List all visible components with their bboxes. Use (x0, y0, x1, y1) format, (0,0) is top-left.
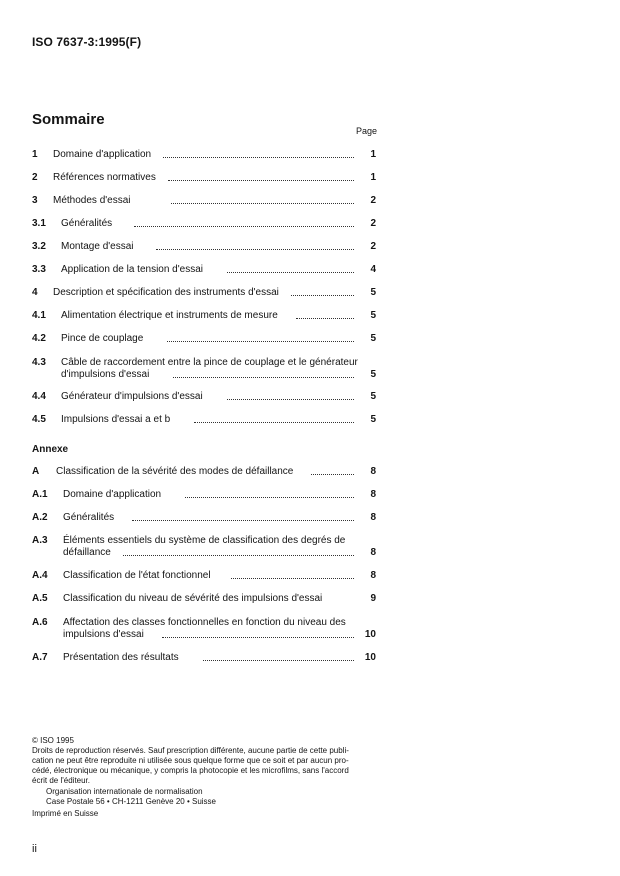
toc-entry-label: Présentation des résultats (63, 652, 179, 663)
toc-entry-label-line1: Affectation des classes fonctionnelles en fonction du niveau des (63, 617, 346, 628)
toc-entry-number: 4.4 (32, 391, 46, 402)
toc-entry[interactable] (32, 357, 376, 381)
document-id: ISO 7637-3:1995(F) (32, 35, 142, 49)
toc-entry[interactable] (32, 149, 376, 161)
dot-leader (163, 157, 354, 158)
toc-entry-label: Description et spécification des instruments d'essai (53, 287, 279, 298)
toc-entry-page: 1 (370, 172, 376, 183)
toc-entry-number: A.1 (32, 489, 48, 500)
toc-entry[interactable] (32, 218, 376, 230)
toc-entry-number: 4.1 (32, 310, 46, 321)
dot-leader (123, 555, 354, 556)
toc-entry[interactable] (32, 241, 376, 253)
toc-entry-page: 5 (370, 369, 376, 380)
toc-entry-number: 4.5 (32, 414, 46, 425)
toc-entry[interactable] (32, 333, 376, 345)
toc-entry-number: A.3 (32, 535, 48, 546)
toc-entry-page: 8 (370, 547, 376, 558)
toc-entry[interactable] (32, 172, 376, 184)
toc-entry-label: Montage d'essai (61, 241, 134, 252)
toc-entry[interactable] (32, 310, 376, 322)
organisation-address: Case Postale 56 • CH-1211 Genève 20 • Suisse (46, 797, 216, 806)
annex-toc-entry[interactable] (32, 466, 376, 478)
dot-leader (162, 637, 354, 638)
toc-entry-page: 5 (370, 333, 376, 344)
toc-entry-page: 8 (370, 512, 376, 523)
toc-entry-label: Impulsions d'essai a et b (61, 414, 171, 425)
page-column-label: Page (356, 126, 378, 136)
dot-leader (167, 341, 354, 342)
dot-leader (171, 203, 354, 204)
dot-leader (185, 497, 354, 498)
toc-entry-number: 1 (32, 149, 38, 160)
rights-text-line: cédé, électronique ou mécanique, y compris la photocopie et les microfilms, sans l'accord (32, 766, 349, 775)
toc-entry[interactable] (32, 287, 376, 299)
dot-leader (194, 422, 354, 423)
toc-entry-page: 4 (370, 264, 376, 275)
toc-entry-number: A.7 (32, 652, 48, 663)
annex-toc-entry[interactable] (32, 652, 376, 664)
toc-entry-number: A (32, 466, 40, 477)
rights-text-line: cation ne peut être reproduite ni utilisée sous quelque forme que ce soit et par aucun pro- (32, 756, 349, 765)
toc-entry-label: Généralités (61, 218, 113, 229)
toc-entry[interactable] (32, 414, 376, 426)
toc-entry-number: 2 (32, 172, 38, 183)
dot-leader (132, 520, 354, 521)
toc-entry-label: Méthodes d'essai (53, 195, 131, 206)
annex-toc-entry[interactable] (32, 617, 376, 641)
dot-leader (311, 474, 354, 475)
dot-leader (168, 180, 354, 181)
toc-entry-page: 5 (370, 414, 376, 425)
annex-toc-entry[interactable] (32, 593, 376, 605)
toc-entry-page: 2 (370, 218, 376, 229)
dot-leader (203, 660, 354, 661)
toc-entry-number: 3.1 (32, 218, 46, 229)
dot-leader (227, 399, 354, 400)
toc-entry-number: 3.2 (32, 241, 46, 252)
toc-entry-page: 2 (370, 241, 376, 252)
toc-entry-label-line1: Câble de raccordement entre la pince de couplage et le générateur (61, 357, 358, 368)
rights-text-line: écrit de l'éditeur. (32, 776, 91, 785)
toc-entry-number: A.5 (32, 593, 48, 604)
toc-entry-page: 10 (364, 629, 376, 640)
copyright-notice: © ISO 1995 (32, 736, 74, 745)
page-number: ii (32, 843, 37, 855)
toc-entry-page: 2 (370, 195, 376, 206)
toc-entry[interactable] (32, 264, 376, 276)
toc-entry-number: 4 (32, 287, 38, 298)
toc-entry[interactable] (32, 195, 376, 207)
annex-toc-entry[interactable] (32, 512, 376, 524)
toc-entry-label: Références normatives (53, 172, 156, 183)
toc-entry-label: Classification du niveau de sévérité des impulsions d'essai (63, 593, 323, 604)
toc-entry[interactable] (32, 391, 376, 403)
toc-entry-page: 1 (370, 149, 376, 160)
toc-entry-label: Générateur d'impulsions d'essai (61, 391, 203, 402)
toc-entry-number: A.6 (32, 617, 48, 628)
toc-entry-page: 9 (370, 593, 376, 604)
toc-entry-label: Application de la tension d'essai (61, 264, 204, 275)
toc-entry-number: A.2 (32, 512, 48, 523)
dot-leader (291, 295, 354, 296)
dot-leader (134, 226, 354, 227)
dot-leader (173, 377, 354, 378)
toc-entry-label: Pince de couplage (61, 333, 144, 344)
dot-leader (334, 601, 354, 602)
toc-entry-page: 5 (370, 287, 376, 298)
dot-leader (231, 578, 354, 579)
toc-entry-label: Classification de la sévérité des modes de défaillance (56, 466, 294, 477)
annex-toc-entry[interactable] (32, 489, 376, 501)
toc-entry-label: Domaine d'application (53, 149, 152, 160)
toc-entry-page: 10 (364, 652, 376, 663)
toc-entry-number: 3 (32, 195, 38, 206)
toc-entry-number: 4.3 (32, 357, 46, 368)
toc-entry-label: Généralités (63, 512, 115, 523)
printed-in: Imprimé en Suisse (32, 809, 99, 818)
toc-entry-label: Alimentation électrique et instruments de mesure (61, 310, 278, 321)
toc-entry-page: 5 (370, 310, 376, 321)
page-title: Sommaire (32, 111, 105, 128)
toc-entry-label: Domaine d'application (63, 489, 162, 500)
organisation-name: Organisation internationale de normalisation (46, 787, 203, 796)
toc-entry-label: Classification de l'état fonctionnel (63, 570, 211, 581)
dot-leader (296, 318, 354, 319)
rights-text-line: Droits de reproduction réservés. Sauf prescription différente, aucune partie de cette publi- (32, 746, 349, 755)
toc-entry-page: 5 (370, 391, 376, 402)
toc-entry-label: défaillance (63, 547, 111, 558)
toc-entry-number: 3.3 (32, 264, 46, 275)
toc-entry-number: A.4 (32, 570, 48, 581)
toc-entry-page: 8 (370, 570, 376, 581)
annex-toc-entry[interactable] (32, 570, 376, 582)
dot-leader (227, 272, 354, 273)
dot-leader (156, 249, 354, 250)
annex-toc-entry[interactable] (32, 535, 376, 559)
toc-entry-number: 4.2 (32, 333, 46, 344)
toc-entry-page: 8 (370, 489, 376, 500)
toc-entry-page: 8 (370, 466, 376, 477)
toc-entry-label-line1: Éléments essentiels du système de classification des degrés de (63, 535, 346, 546)
toc-entry-label: impulsions d'essai (63, 629, 144, 640)
toc-entry-label: d'impulsions d'essai (61, 369, 150, 380)
annexe-heading: Annexe (32, 444, 69, 455)
